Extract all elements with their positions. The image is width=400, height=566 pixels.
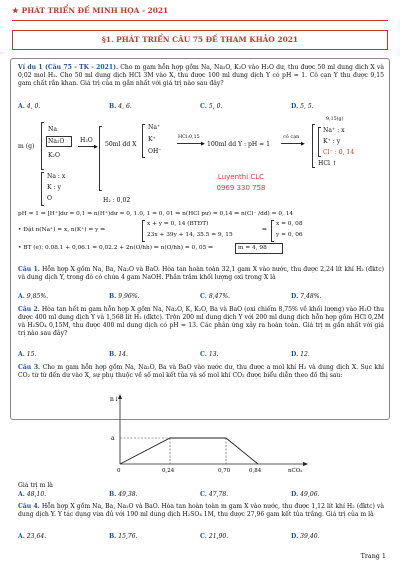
- arrow-1-head: ▶: [94, 144, 98, 150]
- graph-tick-024: 0,24: [162, 468, 175, 474]
- page-number: Trang 1: [360, 551, 386, 560]
- graph-y-label: n↓: [110, 396, 119, 403]
- q2-option-b: B. 14.: [109, 351, 128, 358]
- solution-bte: • BT (e): 0.08.1 + 0,06.1 = 0,02.2 + 2n(O/hh) ⇒ n(O/hh) = 0, 05 ⇒: [18, 245, 214, 251]
- evap-label: cô cạn: [283, 134, 300, 140]
- x-ions-brace: [142, 124, 145, 158]
- system-eq-2: 23x + 39y + 14, 35.5 = 9, 15: [147, 232, 233, 238]
- q1-option-a: A. 9,85%.: [18, 293, 49, 300]
- q2-option-c: C. 13.: [200, 351, 219, 358]
- page-header: [12, 6, 388, 18]
- y-outer-brace: [312, 124, 315, 168]
- result-y: y = 0, 06: [276, 232, 303, 238]
- q4-label: Câu 4.: [18, 503, 40, 510]
- q1-text: Hỗn hợp X gồm Na, Ba, Na₂O và BaO. Hòa tan hoàn toàn 32,1 gam X vào nước, thu được 2,24 lít khí H₂ (đktc) và dung dịch Y, trong đó có chứa 4 gam NaOH. Phần trăm khối lượng oxi trong X là: [18, 266, 384, 282]
- graph-a-label: a: [111, 435, 115, 442]
- example-text: Cho m gam hỗn hợp gồm Na, Na₂O, K₂O vào H₂O dư, thu được 50 ml dung dịch X và 0,02 mol H₂. Cho 50 ml dung dịch HCl 3M vào X, thu được 100 ml dung dịch Y có pH = 1. Cô cạn Y thu được 9,15 gam chất rắn khan. Giá trị của m gần nhất với giá trị nào sau đây?: [18, 64, 384, 88]
- question-1: [18, 266, 384, 282]
- q4-option-d: D. 39,40.: [291, 533, 320, 540]
- q4-option-b: B. 15,76.: [109, 533, 138, 540]
- q2-options: [18, 351, 384, 359]
- graph-origin: 0: [117, 468, 121, 474]
- question-4: [18, 503, 384, 519]
- species-na: Na: [48, 126, 57, 133]
- y-ion-na: Na⁺ : x: [323, 127, 345, 134]
- graph-x-label: nCO₂: [288, 468, 303, 474]
- q2-label: Câu 2.: [18, 306, 40, 313]
- option-a: A. 4, 0.: [18, 103, 41, 110]
- q1-option-d: D. 7,48%.: [291, 293, 322, 300]
- convert-o: O: [47, 195, 52, 202]
- q1-label: Câu 1.: [18, 266, 40, 273]
- q2-option-d: D. 12.: [291, 351, 310, 358]
- convert-na: Na : x: [47, 173, 66, 180]
- convert-brace: [41, 172, 44, 206]
- q1-option-c: C. 8,47%.: [200, 293, 231, 300]
- option-d: D. 5, 5.: [291, 103, 314, 110]
- y-ion-cl: Cl⁻ : 0, 14: [323, 149, 355, 156]
- header-divider: [12, 20, 388, 21]
- solution-dat: • Đặt n(Na⁺) = x, n(K⁺) = y ⇒: [18, 227, 106, 233]
- x-label: 50ml dd X: [105, 141, 137, 148]
- header-title: PHÁT TRIỂN ĐỀ MINH HỌA - 2021: [21, 6, 169, 15]
- graph-tick-070: 0,70: [218, 468, 231, 474]
- solution-line-1: pH = 1 ⇒ [H⁺]dư = 0,1 ⇒ n(H⁺)dư = 0, 1.0, 1 = 0, 01 ⇒ n(HCl pư) = 0,14 ⇒ n(Cl⁻ /dd) = 0, 14: [18, 211, 294, 217]
- arrow-2-head: ▶: [201, 141, 205, 147]
- example-label: Ví dụ 1 (Câu 75 - TK - 2021).: [18, 64, 119, 71]
- implies-arrow: ⇒: [262, 227, 267, 233]
- y-inner-brace: [318, 127, 321, 157]
- graph-curve: [120, 438, 258, 464]
- hcl-gas: HCl ↑: [318, 160, 337, 167]
- x-brace: [99, 126, 102, 191]
- watermark-phone: 0969 330 758: [216, 184, 266, 192]
- q3-option-d: D. 49,06.: [291, 491, 320, 498]
- precipitate-graph: [108, 392, 328, 474]
- convert-k: K : y: [47, 184, 61, 191]
- q4-options: [18, 533, 384, 541]
- hcl-label: HCl:0,15: [178, 135, 200, 140]
- q2-option-a: A. 15.: [18, 351, 37, 358]
- q3-options: [18, 491, 384, 499]
- q1-options: [18, 293, 384, 301]
- graph-tick-084: 0,84: [249, 468, 262, 474]
- x-ion-k: K⁺: [148, 136, 156, 143]
- result-brace: [271, 220, 274, 242]
- result-x: x = 0, 08: [276, 221, 303, 227]
- x-ion-na: Na⁺: [148, 124, 161, 131]
- arrow-3: [281, 143, 303, 144]
- mass-9-15: 9,15(g): [326, 117, 344, 122]
- question-3: [18, 364, 384, 380]
- graph-x-arrow: [303, 462, 308, 466]
- q3-option-a: A. 48,10.: [18, 491, 47, 498]
- q3-option-b: B. 49,38.: [109, 491, 138, 498]
- water-label: H₂O: [80, 137, 93, 144]
- h2-label: H₂ : 0,02: [103, 197, 131, 204]
- q4-option-c: C. 21,90.: [200, 533, 229, 540]
- option-b: B. 4, 6.: [109, 103, 132, 110]
- example-options: [18, 103, 384, 111]
- answer-value: m = 4, 98: [238, 245, 267, 251]
- mass-label: m (g): [18, 143, 35, 150]
- arrow-2: [177, 143, 203, 144]
- q2-text: Hòa tan hết m gam hỗn hợp X gồm Na, Na₂O, K, K₂O, Ba và BaO (oxi chiếm 8,75% về khối lượng) vào H₂O thu được 400 ml dung dịch Y và 1,568 lít H₂ (đktc). Trộn 200 ml dung dịch Y với 200 ml dung dịch hỗn hợp gồm HCl 0,2M và H₂SO₄ 0,15M, thu được 400 ml dung dịch có pH = 13. Các phản ứng xảy ra hoàn toàn. Giá trị m gần nhất với giá trị nào sau đây?: [18, 306, 385, 338]
- system-brace: [142, 220, 145, 242]
- arrow-3-head: ▶: [301, 141, 305, 147]
- q1-option-b: B. 9,96%.: [109, 293, 140, 300]
- q3-label: Câu 3.: [18, 364, 41, 371]
- y-label: 100ml dd Y : pH = 1: [207, 141, 271, 148]
- system-eq-1: x + y = 0, 14 (BTĐT): [147, 221, 209, 227]
- q3-option-c: C. 47,78.: [200, 491, 229, 498]
- q3-text: Cho m gam hỗn hợp gồm Na, Na₂O, Ba và BaO vào nước dư, thu được a mol khí H₂ và dung dịch X. Sục khí CO₂ từ từ đến dư vào X, sự phụ thuộc về số mol kết tủa và số mol khí CO₂ được biểu diễn theo đồ thị sau:: [18, 364, 384, 380]
- q4-option-a: A. 23,64.: [18, 533, 47, 540]
- q4-text: Hỗn hợp X gồm Na, Ba, Na₂O và BaO. Hòa tan hoàn toàn m gam X vào nước, thu được 1,12 lít khí H₂ (đktc) và dung dịch Y. Y tác dụng vừa đủ với 190 ml dung dịch H₂SO₄ 1M, thu được 27,96 gam kết tủa trắng. Giá trị của m là: [18, 503, 385, 519]
- x-ion-oh: OH⁻: [148, 148, 162, 155]
- question-2: [18, 306, 384, 338]
- section-title: §1. PHÁT TRIỂN CÂU 75 ĐỀ THAM KHẢO 2021: [12, 30, 388, 50]
- watermark-name: Luyenthi CLC: [217, 173, 265, 181]
- species-k2o: K₂O: [48, 152, 60, 159]
- q3-ask: Giá trị m là: [18, 482, 53, 489]
- species-na2o: Na₂O: [48, 138, 65, 145]
- y-ion-k: K⁺ : y: [323, 138, 341, 145]
- option-c: C. 5, 0.: [200, 103, 223, 110]
- star-icon: ★: [12, 6, 19, 15]
- left-brace: [41, 122, 44, 170]
- example-problem: [18, 64, 384, 88]
